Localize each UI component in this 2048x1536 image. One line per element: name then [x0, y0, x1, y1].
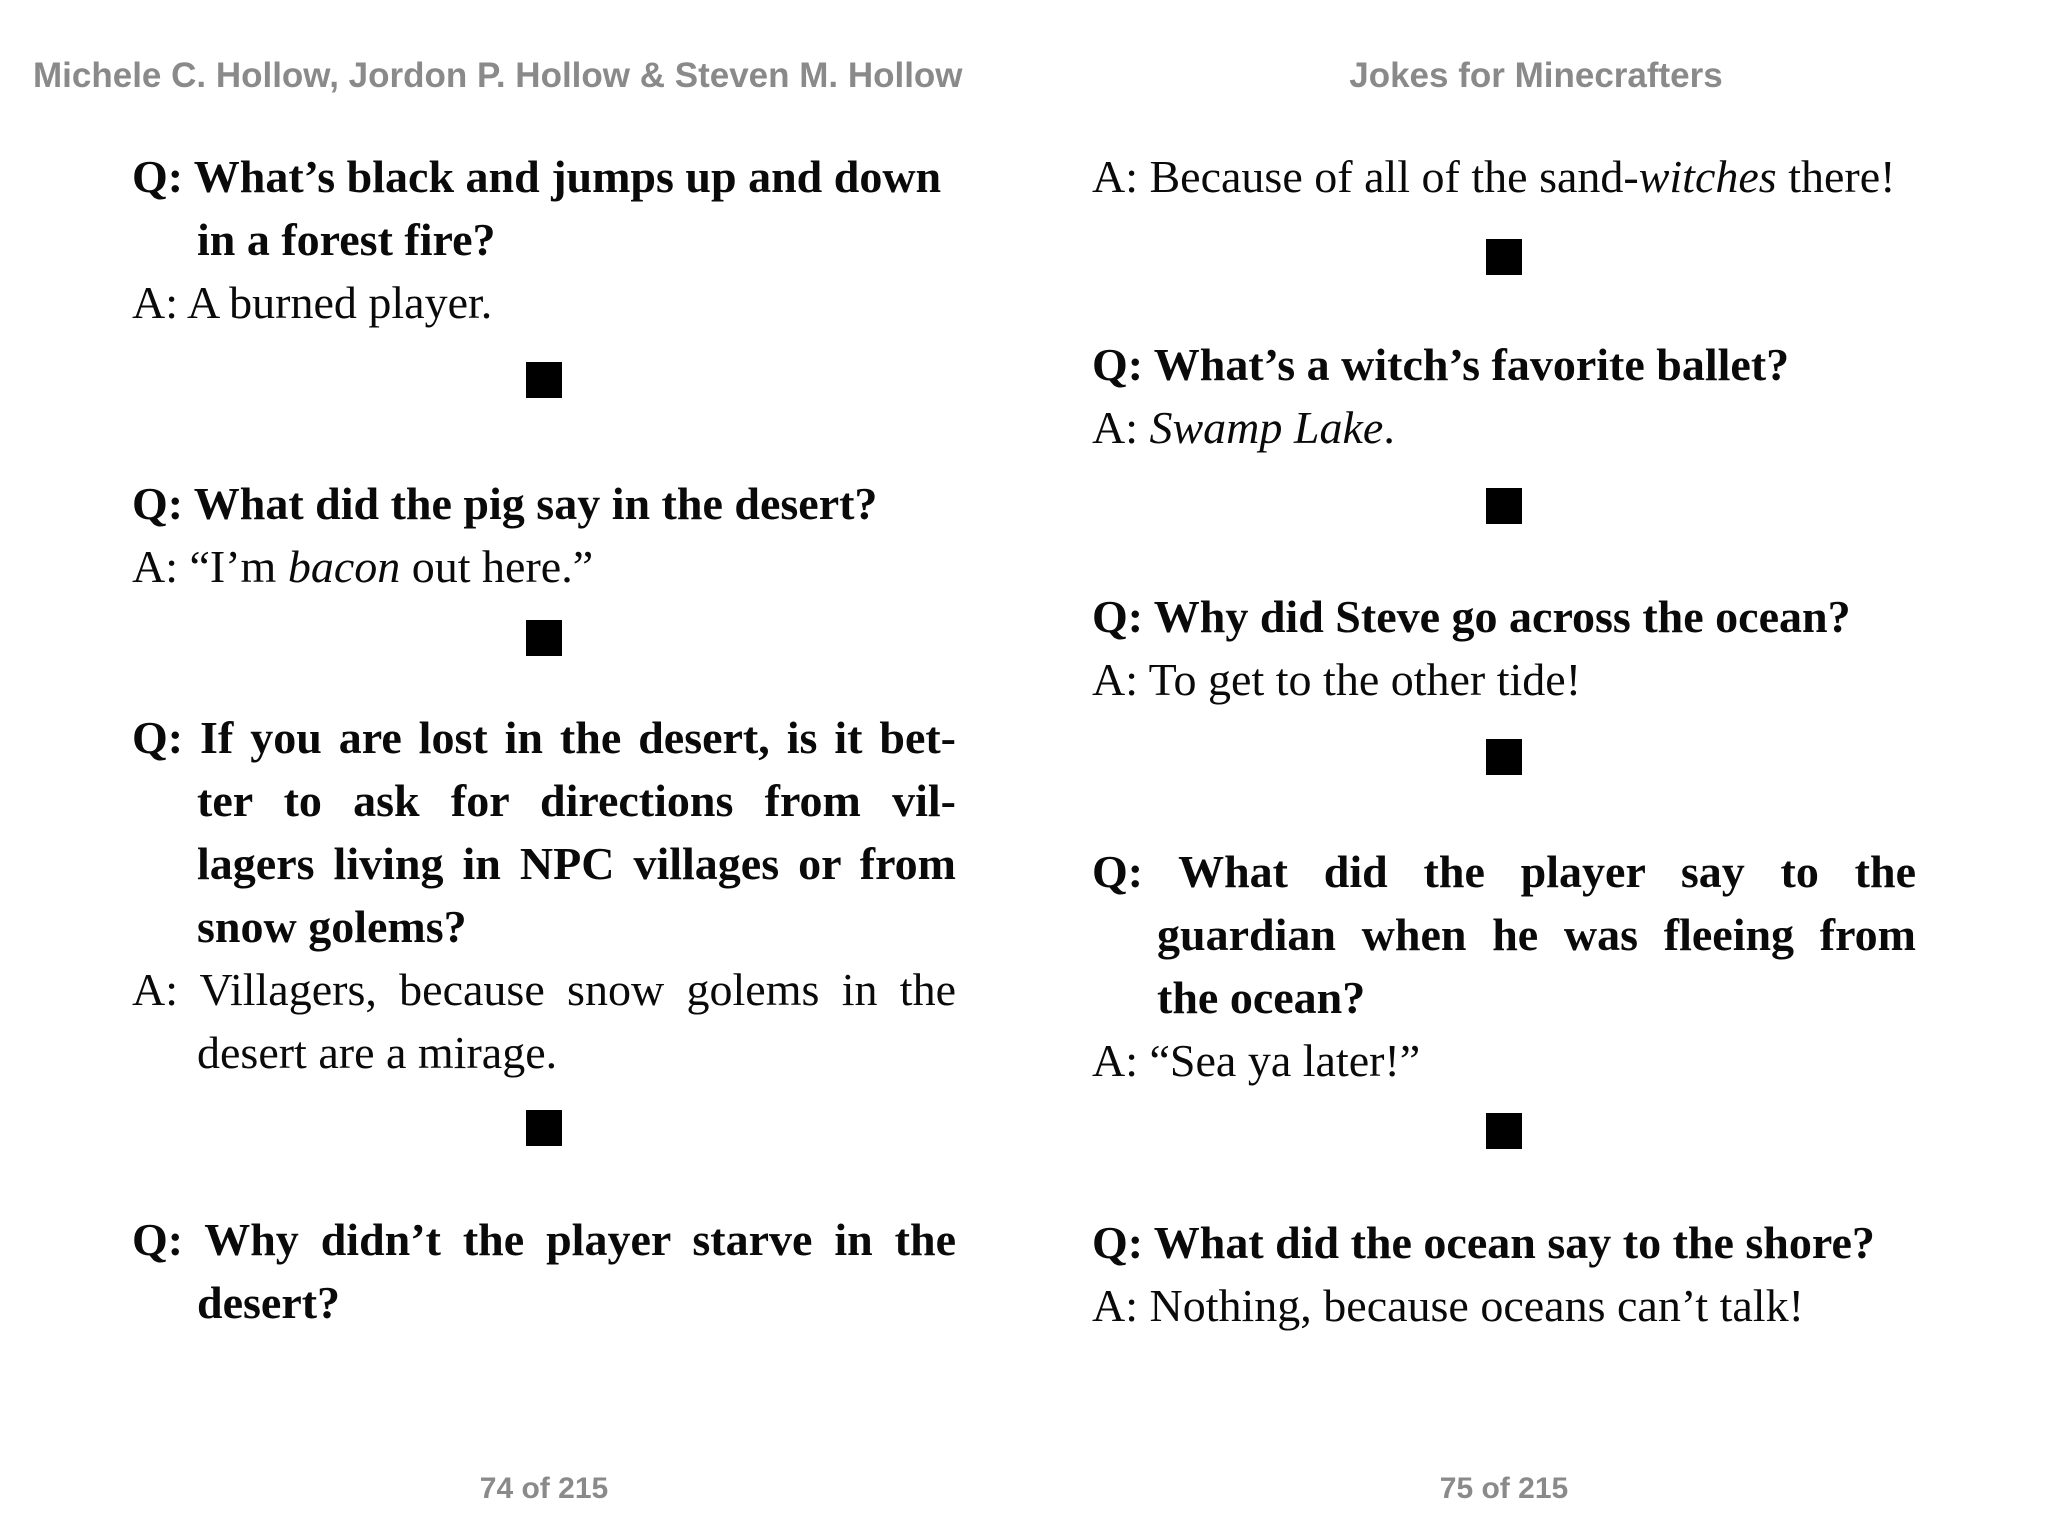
- joke-line: Q: Why didn’t the player starve in the: [132, 1214, 956, 1265]
- joke-line: Q: What did the ocean say to the shore?: [1092, 1217, 1875, 1268]
- joke-line: Q: What did the pig say in the desert?: [132, 478, 878, 529]
- left-book-page: [132, 0, 956, 1536]
- joke-block: [1092, 1211, 1916, 1337]
- joke-block: [132, 706, 956, 1084]
- joke-line: Q: What did the player say to the: [1092, 846, 1916, 897]
- joke-line: A: To get to the other tide!: [1092, 654, 1582, 705]
- section-divider-icon: [526, 362, 562, 398]
- joke-line: ter to ask for directions from vil-: [197, 775, 956, 826]
- section-divider-icon: [526, 1110, 562, 1146]
- joke-line: Q: If you are lost in the desert, is it bet-: [132, 712, 956, 763]
- joke-block: [132, 472, 956, 598]
- joke-line: A: Nothing, because oceans can’t talk!: [1092, 1280, 1804, 1331]
- joke-block: [132, 1208, 956, 1334]
- author-running-header: Michele C. Hollow, Jordon P. Hollow & Steven M. Hollow: [33, 56, 963, 95]
- joke-line: Q: Why did Steve go across the ocean?: [1092, 591, 1851, 642]
- section-divider-icon: [1486, 1113, 1522, 1149]
- joke-line: A: “I’m bacon out here.”: [132, 541, 594, 592]
- joke-line: guardian when he was fleeing from: [1157, 909, 1916, 960]
- joke-line: lagers living in NPC villages or from: [197, 838, 956, 889]
- joke-block: [1092, 145, 1916, 208]
- joke-line: Q: What’s a witch’s favorite ballet?: [1092, 339, 1790, 390]
- section-divider-icon: [1486, 739, 1522, 775]
- joke-block: [1092, 585, 1916, 711]
- joke-line: snow golems?: [197, 901, 467, 952]
- joke-line: A: Villagers, because snow golems in the: [132, 964, 956, 1015]
- right-book-page: [1092, 0, 1916, 1536]
- joke-line: the ocean?: [1157, 972, 1366, 1023]
- section-divider-icon: [1486, 488, 1522, 524]
- joke-block: [1092, 333, 1916, 459]
- left-page-number: 74 of 215: [479, 1472, 609, 1505]
- joke-line: A: Swamp Lake.: [1092, 402, 1395, 453]
- joke-line: Q: What’s black and jumps up and down: [132, 151, 942, 202]
- joke-block: [132, 145, 956, 334]
- joke-block: [1092, 840, 1916, 1092]
- joke-line: A: Because of all of the sand-witches there!: [1092, 151, 1896, 202]
- joke-line: desert are a mirage.: [197, 1027, 558, 1078]
- section-divider-icon: [1486, 239, 1522, 275]
- joke-line: in a forest fire?: [197, 214, 496, 265]
- section-divider-icon: [526, 620, 562, 656]
- joke-line: A: A burned player.: [132, 277, 493, 328]
- book-title-running-header: Jokes for Minecrafters: [1349, 56, 1723, 95]
- joke-line: A: “Sea ya later!”: [1092, 1035, 1421, 1086]
- joke-line: desert?: [197, 1277, 341, 1328]
- right-page-number: 75 of 215: [1439, 1472, 1569, 1505]
